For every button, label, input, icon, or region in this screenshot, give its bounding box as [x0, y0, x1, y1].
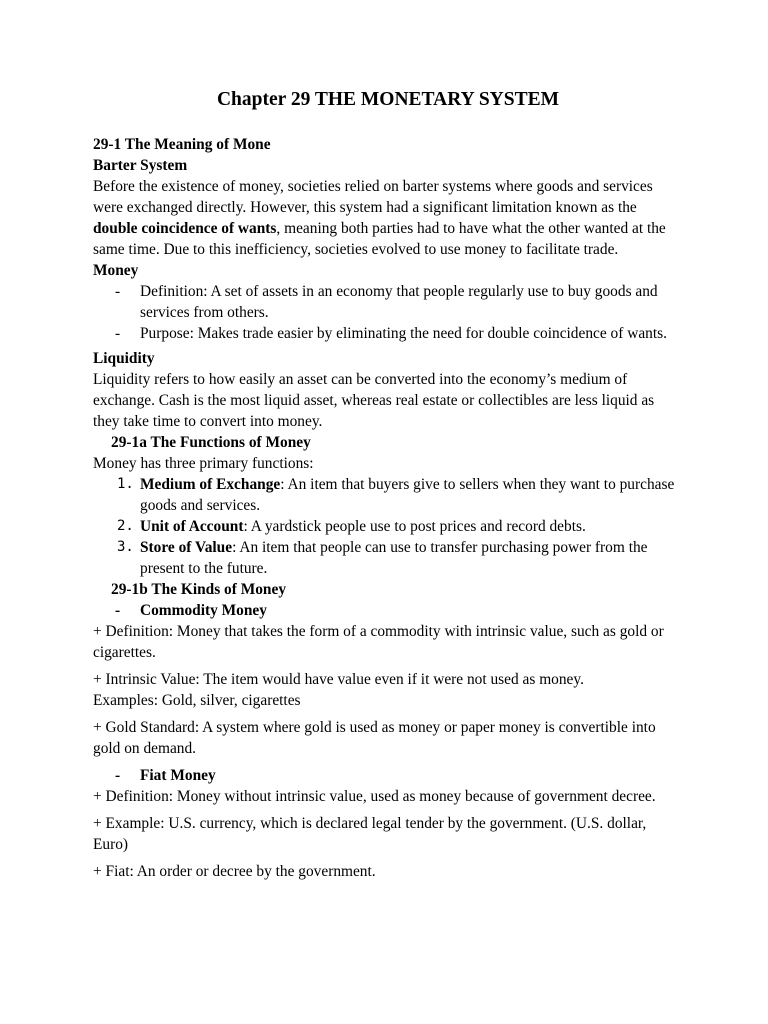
commodity-definition: + Definition: Money that takes the form of a commodity with intrinsic value, such as gold or cigarettes. [93, 623, 664, 661]
list-item [93, 281, 683, 323]
dash-marker: - [115, 767, 121, 784]
page-title: Chapter 29 THE MONETARY SYSTEM [216, 89, 560, 110]
functions-heading: 29-1a The Functions of Money [111, 434, 311, 451]
list-item [93, 323, 683, 344]
functions-list [93, 474, 683, 579]
function-term: Store of Value [140, 539, 233, 556]
function-term: Unit of Account [140, 518, 244, 535]
fiat-money-heading [93, 765, 683, 786]
dash-marker: - [115, 283, 121, 300]
function-text: : A yardstick people use to post prices and record debts. [243, 518, 586, 535]
commodity-money-heading [93, 600, 683, 621]
list-number: 1. [117, 476, 134, 492]
barter-heading: Barter System [93, 157, 188, 174]
money-definition: Definition: A set of assets in an economy that people regularly use to buy goods and services from others. [140, 283, 658, 321]
dash-marker: - [115, 602, 121, 619]
commodity-examples: Examples: Gold, silver, cigarettes [93, 692, 301, 709]
function-term: Medium of Exchange [140, 476, 281, 493]
list-item [93, 537, 683, 579]
barter-paragraph [93, 176, 683, 260]
dash-marker: - [115, 325, 121, 342]
list-number: 3. [117, 539, 134, 555]
liquidity-heading: Liquidity [93, 350, 155, 367]
functions-intro: Money has three primary functions: [93, 455, 314, 472]
money-list [93, 281, 683, 344]
fiat-meaning: + Fiat: An order or decree by the government. [93, 863, 376, 880]
fiat-money-label: Fiat Money [140, 767, 216, 784]
list-item [93, 474, 683, 516]
commodity-gold-standard: + Gold Standard: A system where gold is used as money or paper money is convertible into gold on demand. [93, 719, 656, 757]
barter-bold-term: double coincidence of wants [93, 220, 277, 237]
function-text: : An item that buyers give to sellers when they want to purchase goods and services. [140, 476, 675, 514]
barter-text-before: Before the existence of money, societies relied on barter systems where goods and services were exchanged directly. However, this system had a significant limitation known as the [93, 178, 653, 216]
function-text: : An item that people can use to transfer purchasing power from the present to the future. [140, 539, 648, 577]
commodity-intrinsic-value: + Intrinsic Value: The item would have value even if it were not used as money. [93, 671, 584, 688]
barter-text-after: , meaning both parties had to have what the other wanted at the same time. Due to this inefficiency, societies evolved to use money to facilitate trade. [93, 220, 666, 258]
fiat-definition: + Definition: Money without intrinsic value, used as money because of government decree. [93, 788, 656, 805]
fiat-example: + Example: U.S. currency, which is declared legal tender by the government. (U.S. dollar, Euro) [93, 815, 647, 853]
money-heading: Money [93, 262, 139, 279]
money-purpose: Purpose: Makes trade easier by eliminating the need for double coincidence of wants. [140, 325, 667, 342]
liquidity-paragraph: Liquidity refers to how easily an asset can be converted into the economy’s medium of exchange. Cash is the most liquid asset, whereas real estate or collectibles are less liquid as they take time to convert into money. [93, 371, 655, 430]
section-heading-meaning-of-money: 29-1 The Meaning of Mone [93, 136, 271, 153]
document-page [93, 86, 683, 882]
list-item [93, 516, 683, 537]
list-number: 2. [117, 518, 134, 534]
commodity-money-label: Commodity Money [140, 602, 267, 619]
kinds-heading: 29-1b The Kinds of Money [111, 581, 287, 598]
